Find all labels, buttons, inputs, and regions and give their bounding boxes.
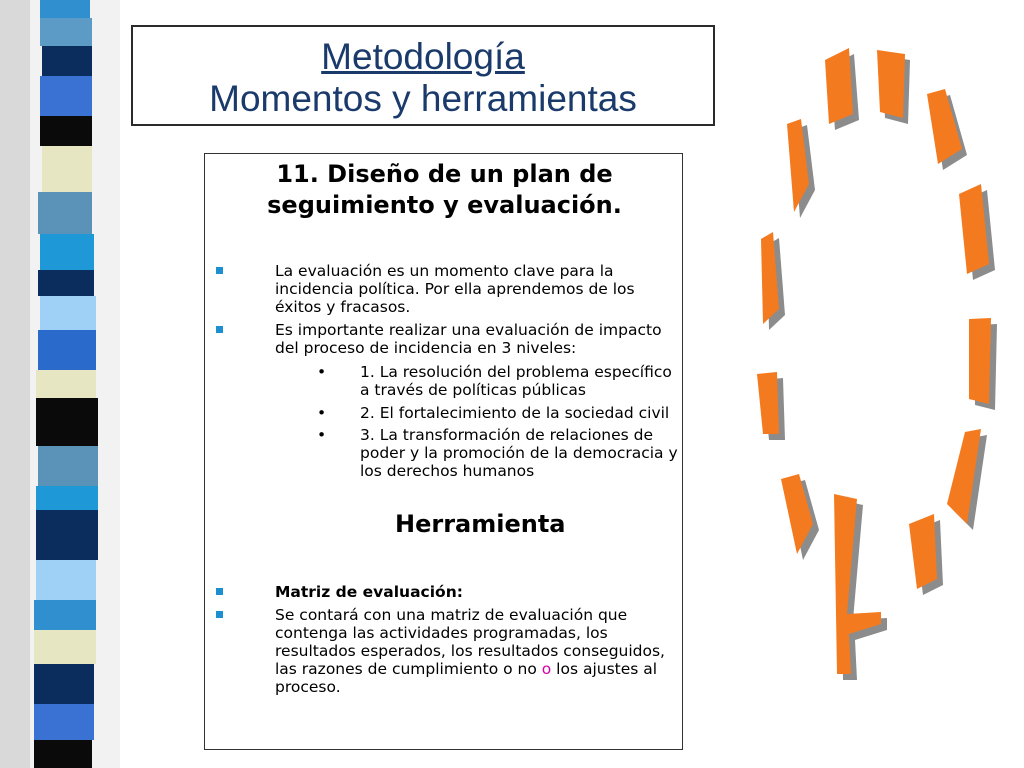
bullet-text: La evaluación es un momento clave para la incidencia política. Por ella aprendemos de los éxitos y fracasos. (275, 262, 635, 316)
slide-title-box (131, 25, 715, 126)
dot-bullet-icon: • (317, 426, 327, 444)
cycle-arrow-shape (757, 48, 997, 680)
bullet-text: Es importante realizar una evaluación de impacto del proceso de incidencia en 3 niveles: (275, 321, 662, 357)
slide-title[interactable]: Metodología (321, 36, 525, 77)
slide-subtitle: Momentos y herramientas (209, 78, 637, 119)
decorative-side-strip (0, 0, 120, 768)
section-heading-line2: seguimiento y evaluación. (267, 191, 622, 219)
bullet-text-part: Se contará con una matriz de evaluación que contenga las actividades programadas, los resultados esperados, los resultados conseguidos, las razones de cumplimiento o no (275, 606, 665, 678)
square-bullet-icon (216, 611, 223, 618)
square-bullet-icon (216, 267, 223, 274)
sub-bullet-text: 1. La resolución del problema específico a través de políticas públicas (360, 363, 672, 399)
sub-bullet-text: 3. La transformación de relaciones de poder y la promoción de la democracia y los derechos humanos (360, 426, 678, 480)
bullet-text (275, 606, 680, 696)
decorative-cycle-graphic (745, 40, 1015, 720)
bullet-text-part: los ajustes al proceso. (275, 660, 658, 696)
dot-bullet-icon: • (317, 404, 327, 422)
square-bullet-icon (216, 326, 223, 333)
highlighted-letter: o (541, 660, 552, 678)
bullet-text: Matriz de evaluación: (275, 583, 463, 601)
dot-bullet-icon: • (317, 363, 327, 381)
section-heading (205, 159, 684, 221)
content-box (204, 153, 683, 750)
sub-bullet-text: 2. El fortalecimiento de la sociedad civil (360, 404, 670, 422)
square-bullet-icon (216, 588, 223, 595)
tool-heading: Herramienta (395, 510, 566, 538)
section-heading-line1: 11. Diseño de un plan de (276, 160, 613, 188)
